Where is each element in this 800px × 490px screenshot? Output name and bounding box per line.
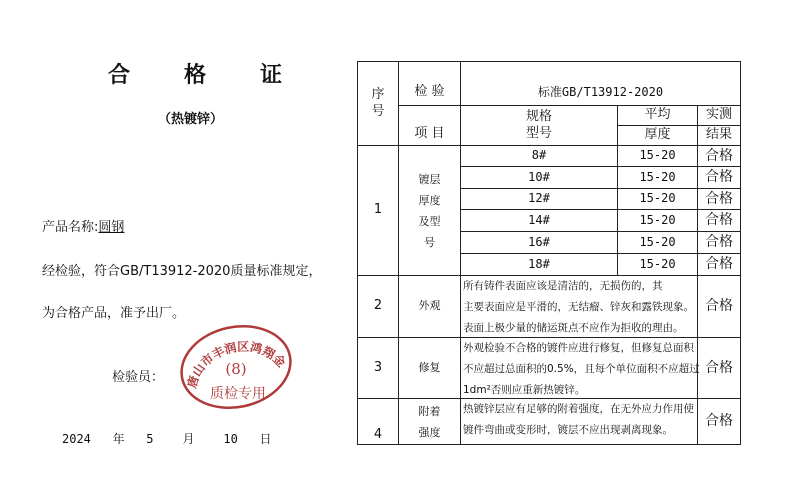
title-char: 格	[184, 63, 207, 88]
row1-thickness-cell: 15-20	[617, 188, 698, 210]
row1-thickness-cell: 15-20	[617, 166, 698, 189]
row1-spec-cell: 14#	[460, 209, 618, 232]
date-year-label: 年	[112, 432, 125, 446]
header-avg-1: 平均	[617, 105, 698, 126]
row1-item-line: 号	[424, 235, 435, 249]
row1-item-line: 厚度	[418, 193, 441, 207]
row1-thickness-cell: 15-20	[617, 145, 698, 167]
row2-seq: 2	[357, 275, 399, 338]
row1-result-cell: 合格	[697, 231, 741, 254]
date-month: 5	[146, 432, 154, 446]
quality-stamp	[178, 322, 294, 412]
statement-line-1: 经检验，符合GB/T13912-2020质量标准规定，	[42, 264, 322, 279]
date-year: 2024	[62, 432, 91, 446]
header-result-1: 实测	[697, 105, 741, 126]
header-result-2: 结果	[697, 125, 741, 146]
desc-line: 不应超过总面积的0.5%，且每个单位面积不应超过	[463, 363, 700, 375]
row1-result-cell: 合格	[697, 145, 741, 167]
row4-result: 合格	[697, 398, 741, 445]
row1-result-cell: 合格	[697, 188, 741, 210]
date-day: 10	[223, 432, 238, 446]
row1-spec-cell: 16#	[460, 231, 618, 254]
row1-thickness-cell: 15-20	[617, 209, 698, 232]
subtitle: （热镀锌）	[158, 112, 224, 127]
desc-line: 外观检验不合格的镀件应进行修复，但修复总面积	[463, 342, 694, 354]
row1-spec-cell: 8#	[460, 145, 618, 167]
header-seq-2: 号	[371, 103, 385, 119]
header-item-top: 检 验	[398, 61, 461, 106]
stamp-bottom-text: 质检专用	[210, 386, 266, 402]
row1-spec-cell: 12#	[460, 188, 618, 210]
header-avg-2: 厚度	[617, 125, 698, 146]
statement-line-2: 为合格产品，准予出厂。	[42, 306, 186, 321]
desc-line: 镀件弯曲或变形时，镀层不应出现剥离现象。	[463, 424, 673, 436]
desc-line: 热镀锌层应有足够的附着强度，在无外应力作用使	[463, 403, 694, 415]
row1-result-cell: 合格	[697, 209, 741, 232]
row1-result-cell: 合格	[697, 166, 741, 189]
row3-seq: 3	[357, 337, 399, 399]
inspector-label: 检验员：	[112, 370, 165, 385]
row1-thickness-cell: 15-20	[617, 231, 698, 254]
row4-item-1: 附着	[418, 404, 441, 418]
row1-spec-cell: 10#	[460, 166, 618, 189]
header-seq	[357, 61, 399, 146]
product-line	[42, 216, 124, 235]
header-item-bottom: 项 目	[398, 105, 461, 146]
row3-result: 合格	[697, 337, 741, 399]
date	[62, 430, 272, 447]
row1-seq: 1	[357, 145, 399, 276]
row1-spec-cell: 18#	[460, 253, 618, 276]
desc-line: 1dm²否则应重新热镀锌。	[463, 384, 586, 396]
desc-line: 主要表面应是平滑的，无结瘤、锌灰和露铁现象。	[463, 301, 694, 313]
row2-result: 合格	[697, 275, 741, 338]
row1-item-line: 镀层	[418, 172, 441, 186]
row1-item-line: 及型	[418, 214, 441, 228]
title-char: 证	[260, 63, 283, 88]
header-spec	[460, 105, 618, 146]
product-name: 圆钢	[98, 220, 125, 235]
row1-item	[398, 145, 461, 276]
stamp-number: (8)	[225, 360, 247, 378]
date-day-label: 日	[259, 432, 272, 446]
stamp-ring-text: 唐山市丰润区鸿翔金属制品	[184, 339, 289, 390]
desc-line: 所有铸件表面应该是清洁的，无损伤的，其	[463, 280, 663, 292]
row1-thickness-cell: 15-20	[617, 253, 698, 276]
header-standard: 标准GB/T13912-2020	[460, 61, 741, 106]
title-char: 合	[108, 63, 131, 88]
header-spec-2: 型号	[525, 125, 552, 141]
row3-desc	[460, 337, 698, 399]
row4-desc	[460, 398, 698, 445]
desc-line: 表面上极少量的储运斑点不应作为拒收的理由。	[463, 322, 684, 334]
row4-item	[398, 398, 461, 445]
svg-text:唐山市丰润区鸿翔金属制品	[178, 322, 291, 394]
row3-item: 修复	[398, 337, 461, 399]
row4-seq: 4	[357, 398, 399, 445]
row2-desc	[460, 275, 698, 338]
row1-result-cell: 合格	[697, 253, 741, 276]
row2-item: 外观	[398, 275, 461, 338]
header-seq-1: 序	[371, 86, 385, 102]
header-spec-1: 规格	[525, 108, 552, 124]
product-label: 产品名称:	[42, 220, 99, 235]
date-month-label: 月	[182, 432, 195, 446]
row4-item-2: 强度	[418, 425, 441, 439]
